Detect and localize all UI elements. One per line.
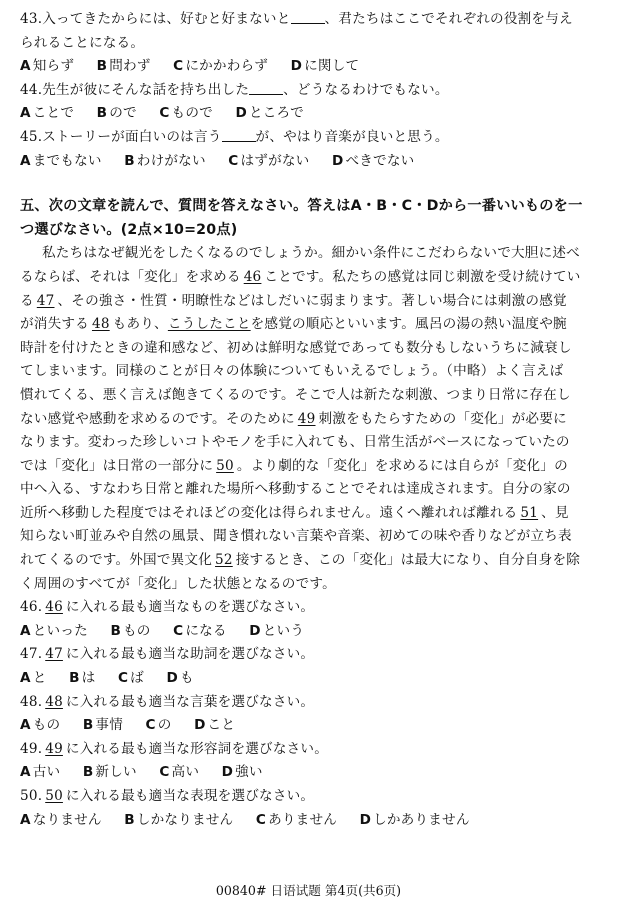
option-a: A ことで bbox=[20, 105, 75, 122]
option-c: C ば bbox=[117, 670, 144, 687]
question-49-options bbox=[20, 761, 600, 785]
passage-line: 中へ入る、すなわち日常と離れた場所へ移動することでそれは達成されます。自分の家の bbox=[20, 481, 571, 498]
question-43 bbox=[20, 8, 600, 32]
passage-line: 私たちはなぜ観光をしたくなるのでしょうか。細かい条件にこだわらないで大胆に述べ bbox=[42, 245, 580, 262]
passage-line: るならば、それは「変化」を求める 46 ことです。私たちの感覚は同じ刺激を受け続けてい bbox=[20, 268, 581, 285]
question-45-options bbox=[20, 150, 600, 174]
option-b: B 事情 bbox=[82, 717, 124, 734]
answer-blank bbox=[222, 126, 256, 142]
passage-line: てしまいます。同様のことが日々の体験についてもいえるでしょう。（中略）よく言えば bbox=[20, 363, 564, 380]
section-gap bbox=[20, 173, 600, 195]
question-45-text-after: が、やはり音楽が良いと思う。 bbox=[255, 128, 449, 145]
question-44-text-after: 、どうなるわけでもない。 bbox=[283, 81, 449, 98]
question-46-options bbox=[20, 620, 600, 644]
option-d: D 強い bbox=[221, 764, 263, 781]
option-b: B は bbox=[69, 670, 96, 687]
section-title: 五、次の文章を読んで、質問を答えなさい。答えはA・B・C・Dから一番いいものを一 bbox=[20, 198, 583, 215]
question-43-text-after: 、君たちはここでそれぞれの役割を与え bbox=[324, 11, 573, 27]
option-b: B もの bbox=[110, 622, 151, 639]
question-48-options bbox=[20, 714, 600, 738]
option-d: D も bbox=[166, 670, 194, 687]
question-49: 49. 49 に入れる最も適当な形容詞を選びなさい。 bbox=[20, 740, 329, 757]
blank-50: 50 bbox=[216, 457, 234, 474]
option-a: A までもない bbox=[20, 152, 102, 169]
option-d: D ところで bbox=[235, 105, 304, 122]
blank-46: 46 bbox=[243, 268, 262, 285]
blank-48: 48 bbox=[91, 316, 110, 333]
question-43-text: 43.入ってきたからには、好むと好まないと bbox=[20, 11, 291, 27]
option-b: B しかなりません bbox=[124, 811, 234, 828]
option-d: D こと bbox=[194, 717, 236, 734]
passage-line: 慣れてくる、悪く言えば飽きてくるのです。そこで人は新たな刺激、つまり日常に存在し bbox=[20, 386, 571, 403]
blank-number: 49 bbox=[45, 740, 63, 757]
blank-47: 47 bbox=[36, 292, 55, 309]
option-b: B 問わず bbox=[96, 58, 151, 75]
blank-number: 47 bbox=[45, 646, 63, 663]
exam-page bbox=[20, 8, 600, 832]
option-b: B ので bbox=[96, 105, 137, 122]
passage-line: 知らない町並みや自然の風景、聞き慣れない言葉や音楽、初めての味や香りなどが立ち表 bbox=[20, 528, 572, 545]
passage-line: 時計を付けたときの違和感など、初めは鮮明な感覚であっても数分もしないうちに減衰し bbox=[20, 339, 572, 356]
passage-line: れてくるのです。外国で異文化 52 接するとき、この「変化」は最大になり、自分自身を除 bbox=[20, 552, 581, 569]
passage-line: なります。変わった珍しいコトやモノを手に入れても、日常生活がベースになっていたの bbox=[20, 434, 570, 451]
option-d: D という bbox=[249, 622, 305, 639]
option-c: C の bbox=[145, 717, 172, 734]
blank-52: 52 bbox=[215, 552, 233, 569]
question-44-options bbox=[20, 102, 600, 126]
section-title-line2: つ選びなさい。(2点×10=20点) bbox=[20, 221, 238, 238]
blank-51: 51 bbox=[520, 504, 539, 521]
passage-line: が消失する 48 もあり、こうしたことを感覚の順応といいます。風呂の湯の熱い温度や腕 bbox=[20, 316, 567, 333]
option-d: D べきでない bbox=[331, 152, 415, 169]
passage-line: く周囲のすべてが「変化」した状態となるのです。 bbox=[20, 575, 336, 592]
question-47-options bbox=[20, 667, 600, 691]
underlined-phrase: こうしたこと bbox=[167, 316, 251, 333]
question-47: 47. 47 に入れる最も適当な助詞を選びなさい。 bbox=[20, 646, 315, 663]
option-c: C ありません bbox=[255, 811, 338, 828]
option-d: D しかありません bbox=[359, 811, 470, 828]
option-a: A もの bbox=[20, 717, 61, 734]
blank-49: 49 bbox=[297, 410, 316, 427]
question-44-text: 44.先生が彼にそんな話を持ち出した bbox=[20, 81, 250, 98]
option-c: C にかかわらず bbox=[173, 58, 269, 75]
question-43-line2: られることになる。 bbox=[20, 34, 145, 51]
question-45-text: 45.ストーリーが面白いのは言う bbox=[20, 128, 222, 145]
question-45 bbox=[20, 126, 600, 150]
option-a: A といった bbox=[20, 622, 88, 639]
question-43-options bbox=[20, 55, 600, 79]
option-a: A 古い bbox=[20, 764, 61, 781]
option-c: C になる bbox=[173, 622, 227, 639]
passage-line: では「変化」は日常の一部分に 50 。より劇的な「変化」を求めるには自らが「変化」の bbox=[20, 457, 568, 474]
option-c: C もので bbox=[159, 105, 213, 122]
answer-blank bbox=[291, 8, 325, 24]
passage-line: る 47 、その強さ・性質・明瞭性などはしだいに弱まります。著しい場合には刺激の感覚 bbox=[20, 292, 567, 309]
option-a: A なりません bbox=[20, 811, 102, 828]
option-d: D に関して bbox=[290, 58, 360, 75]
question-48: 48. 48 に入れる最も適当な言葉を選びなさい。 bbox=[20, 693, 315, 710]
answer-blank bbox=[249, 79, 283, 95]
question-44 bbox=[20, 79, 600, 103]
option-b: B わけがない bbox=[124, 152, 206, 169]
page-footer: 00840# 日语试题 第4页(共6页) bbox=[215, 883, 402, 898]
blank-number: 48 bbox=[45, 693, 63, 710]
option-a: A 知らず bbox=[20, 58, 75, 75]
question-50-options bbox=[20, 809, 600, 833]
blank-number: 46 bbox=[45, 599, 63, 616]
option-b: B 新しい bbox=[82, 764, 137, 781]
passage-line: ない感覚や感動を求めるのです。そのために 49 刺激をもたらすための「変化」が必要に bbox=[20, 410, 567, 427]
option-c: C 高い bbox=[159, 764, 200, 781]
option-c: C はずがない bbox=[228, 152, 310, 169]
passage-line: 近所へ移動した程度ではそれほどの変化は得られません。遠くへ離れれば離れる 51 、見 bbox=[20, 504, 569, 521]
blank-number: 50 bbox=[45, 788, 63, 804]
question-50: 50. 50 に入れる最も適当な表現を選びなさい。 bbox=[20, 788, 315, 804]
option-a: A と bbox=[20, 670, 47, 687]
question-46: 46. 46 に入れる最も適当なものを選びなさい。 bbox=[20, 599, 315, 616]
